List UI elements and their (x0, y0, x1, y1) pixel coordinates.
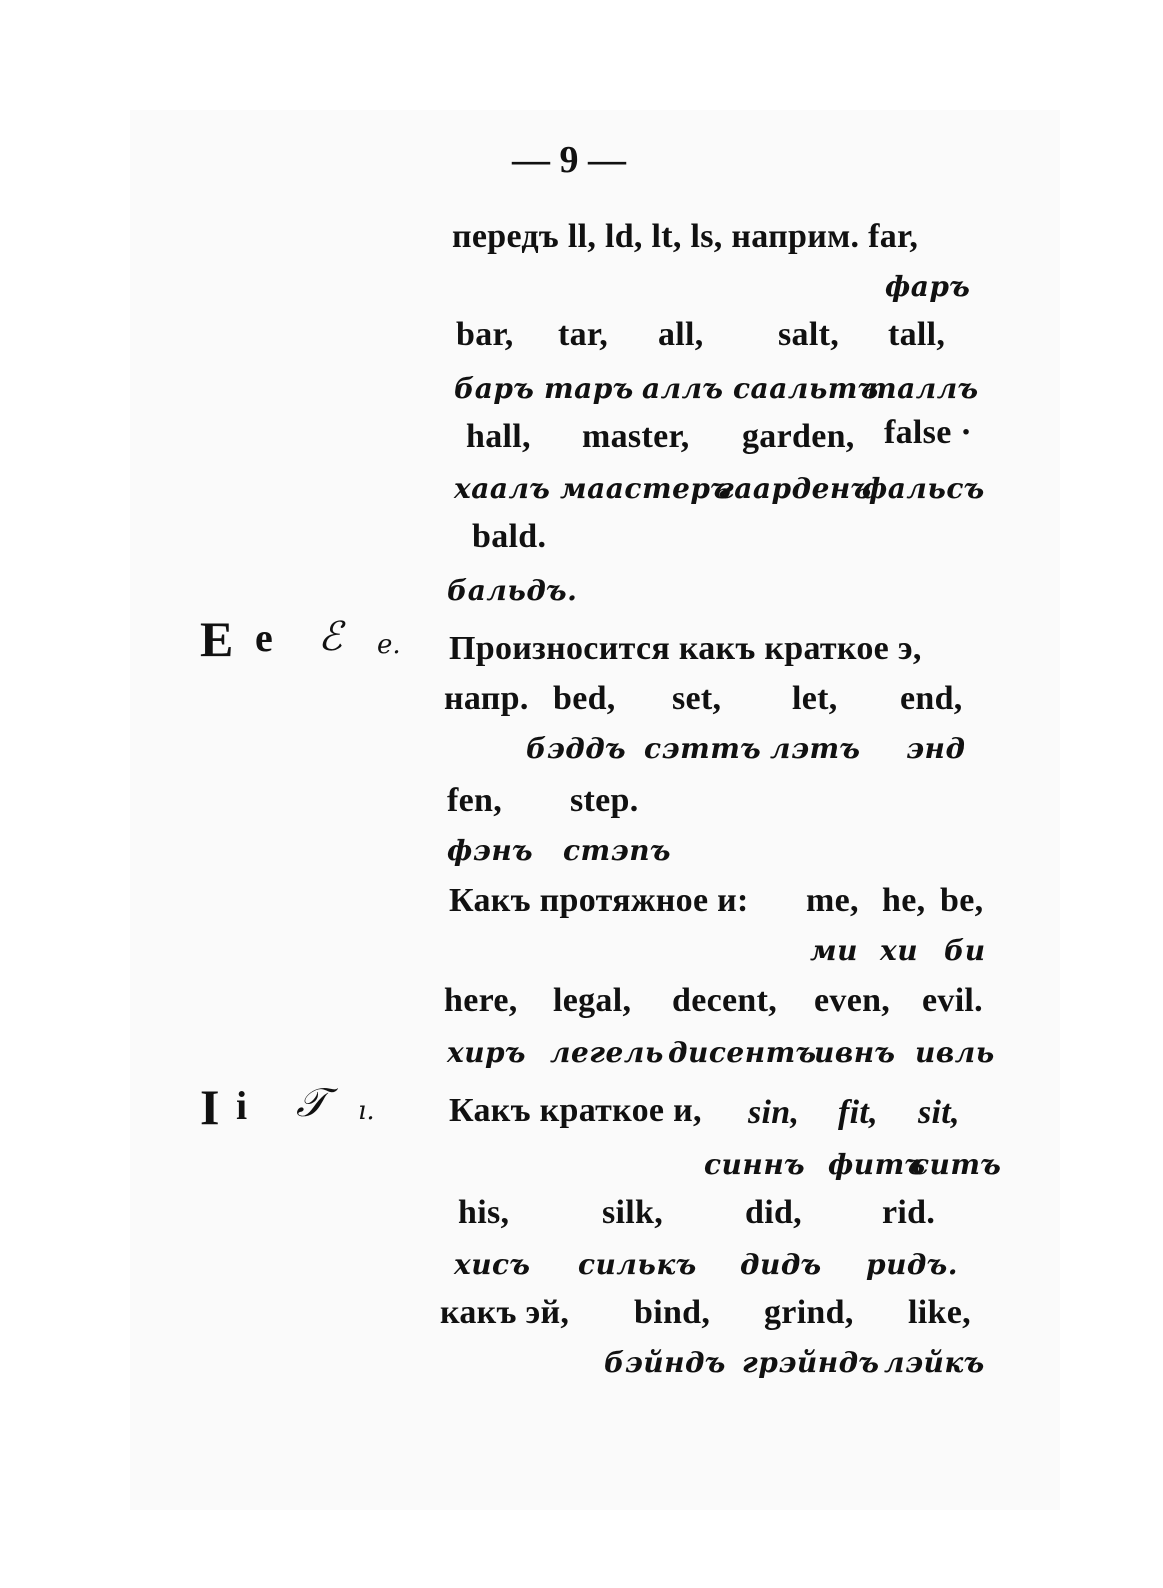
word: set, (672, 680, 722, 717)
word: his, (458, 1194, 510, 1231)
word: be, (940, 882, 984, 919)
word: garden, (742, 418, 855, 455)
long-i-description: какъ эй, (440, 1294, 570, 1331)
transcription: таръ (544, 372, 634, 405)
transcription: маастеръ (560, 472, 732, 505)
word: step. (570, 782, 639, 819)
letter-e-script-upper: ℰ (318, 614, 343, 660)
word: legal, (553, 982, 632, 1019)
letter-i-script-upper: 𝒯 (296, 1080, 327, 1126)
transcription: саальтъ (733, 372, 879, 405)
transcription: стэпъ (563, 834, 671, 867)
word: false · (884, 414, 973, 451)
word: fit, (838, 1094, 878, 1131)
word: bed, (553, 680, 616, 717)
transcription: ивль (915, 1036, 995, 1069)
transcription: ситъ (912, 1148, 1002, 1181)
transcription: фитъ (828, 1148, 926, 1181)
word: tar, (558, 316, 608, 353)
intro-transcription: фаръ (885, 270, 971, 303)
word: even, (814, 982, 891, 1019)
word: he, (882, 882, 926, 919)
word: напр. (444, 680, 529, 717)
long-e-description: Какъ протяжное и: (449, 882, 749, 919)
transcription: легель (550, 1036, 664, 1069)
page-number: — 9 — (512, 139, 626, 181)
word: rid. (882, 1194, 936, 1231)
transcription: гаарденъ (718, 472, 872, 505)
transcription: хисъ (454, 1248, 531, 1281)
transcription: бэддъ (526, 732, 627, 765)
word: sit, (918, 1094, 960, 1131)
word: tall, (888, 316, 946, 353)
word: did, (745, 1194, 802, 1231)
transcription: хи (880, 934, 919, 967)
letter-e-upper: E (200, 611, 234, 667)
transcription: баръ (454, 372, 535, 405)
word: bar, (456, 316, 514, 353)
transcription: синнъ (704, 1148, 806, 1181)
word: salt, (778, 316, 839, 353)
letter-e-lower: e (255, 615, 273, 660)
letter-i-description: Какъ краткое и, (449, 1092, 702, 1129)
transcription: лэйкъ (884, 1346, 985, 1379)
letter-i-script-lower: ı. (358, 1096, 375, 1126)
transcription: энд (906, 732, 966, 765)
word: silk, (602, 1194, 664, 1231)
transcription: фэнъ (447, 834, 534, 867)
word: all, (658, 316, 704, 353)
word: hall, (466, 418, 531, 455)
transcription: ивнъ (814, 1036, 896, 1069)
transcription: бэйндъ (604, 1346, 726, 1379)
word: bind, (634, 1294, 711, 1331)
word: evil. (922, 982, 983, 1019)
transcription: таллъ (867, 372, 979, 405)
letter-i-upper: I (200, 1079, 220, 1135)
transcription: сэттъ (644, 732, 762, 765)
transcription: би (944, 934, 986, 967)
letter-i-lower: i (236, 1083, 248, 1128)
transcription: ми (810, 934, 858, 967)
intro-line: передъ ll, ld, lt, ls, наприм. far, (452, 218, 919, 255)
letter-e-script-lower: e. (377, 630, 401, 660)
word: sin, (748, 1094, 800, 1131)
word: decent, (672, 982, 778, 1019)
word: grind, (764, 1294, 854, 1331)
transcription: дидъ (740, 1248, 822, 1281)
transcription: ридъ. (866, 1248, 959, 1281)
transcription: дисентъ (668, 1036, 817, 1069)
word: let, (792, 680, 838, 717)
word: fen, (447, 782, 503, 819)
transcription: силькъ (578, 1248, 697, 1281)
word: here, (444, 982, 518, 1019)
word: bald. (472, 518, 547, 555)
transcription: бальдъ. (447, 574, 578, 607)
word: end, (900, 680, 963, 717)
letter-e-description: Произносится какъ краткое э, (449, 630, 922, 667)
word: like, (908, 1294, 971, 1331)
transcription: грэйндъ (742, 1346, 880, 1379)
transcription: хиръ (447, 1036, 526, 1069)
transcription: лэтъ (770, 732, 861, 765)
word: me, (806, 882, 859, 919)
transcription: хаалъ (454, 472, 551, 505)
word: master, (582, 418, 690, 455)
transcription: аллъ (642, 372, 724, 405)
transcription: фальсъ (862, 472, 985, 505)
